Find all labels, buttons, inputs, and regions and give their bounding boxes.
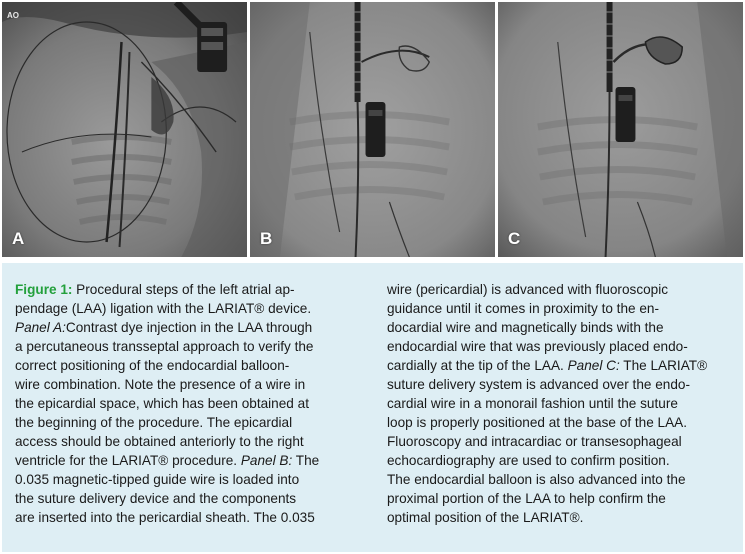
figure-caption: [2, 263, 743, 552]
caption-line: 0.035 magnetic-tipped guide wire is loaded into: [15, 472, 300, 487]
caption-right-column: [387, 280, 725, 552]
panel-b-letter: B: [260, 229, 273, 248]
caption-line: the epicardial space, which has been obtained at: [15, 396, 309, 411]
figure-label: Figure 1:: [15, 282, 73, 297]
caption-line: the beginning of the procedure. The epicardial: [15, 415, 293, 430]
caption-line: ventricle for the LARIAT® procedure. Panel B: The: [15, 453, 320, 468]
caption-line: Fluoroscopy and intracardiac or transesophageal: [387, 434, 682, 449]
panel-a-marker: AO: [7, 11, 19, 20]
caption-line: are inserted into the pericardial sheath. The 0.035: [15, 510, 315, 525]
caption-line: access should be obtained anteriorly to the right: [15, 434, 304, 449]
panel-a-letter: A: [12, 229, 25, 248]
caption-line: docardial wire and magnetically binds with the: [387, 320, 664, 335]
panel-c-label: Panel C:: [567, 358, 620, 373]
panel-a-image: [2, 2, 247, 257]
caption-line: The endocardial balloon is also advanced into the: [387, 472, 686, 487]
caption-line: endocardial wire that was previously placed endo-: [387, 339, 688, 354]
panel-c-letter: C: [508, 229, 521, 248]
caption-line: correct positioning of the endocardial balloon-: [15, 358, 290, 373]
caption-line: guidance until it comes in proximity to the en-: [387, 301, 660, 316]
panel-a-label: Panel A:: [15, 320, 66, 335]
panel-a-fluoroscopy: [2, 2, 247, 257]
caption-line: wire combination. Note the presence of a wire in: [15, 377, 306, 392]
fluoroscopy-panels: [2, 2, 743, 257]
caption-line: Figure 1: Procedural steps of the left atrial ap-: [15, 282, 295, 297]
panel-b-image: [250, 2, 495, 257]
caption-line: cardially at the tip of the LAA. Panel C: The LARIAT®: [387, 358, 708, 373]
caption-left-column: [15, 280, 365, 552]
panel-b-label: Panel B:: [240, 453, 293, 468]
caption-line: loop is properly positioned at the base of the LAA.: [387, 415, 688, 430]
caption-line: the suture delivery device and the components: [15, 491, 297, 506]
panel-c-fluoroscopy: [498, 2, 743, 257]
caption-line: wire (pericardial) is advanced with fluoroscopic: [387, 282, 669, 297]
caption-line: pendage (LAA) ligation with the LARIAT® device.: [15, 301, 312, 316]
caption-line: Panel A:Contrast dye injection in the LAA through: [15, 320, 313, 335]
caption-line: proximal portion of the LAA to help confirm the: [387, 491, 666, 506]
caption-line: a percutaneous transseptal approach to verify the: [15, 339, 314, 354]
panel-b-fluoroscopy: [250, 2, 495, 257]
panel-c-image: [498, 2, 743, 257]
caption-line: optimal position of the LARIAT®.: [387, 510, 584, 525]
caption-line: echocardiography are used to confirm position.: [387, 453, 670, 468]
caption-line: suture delivery system is advanced over the endo-: [387, 377, 690, 392]
caption-line: cardial wire in a monorail fashion until the suture: [387, 396, 678, 411]
